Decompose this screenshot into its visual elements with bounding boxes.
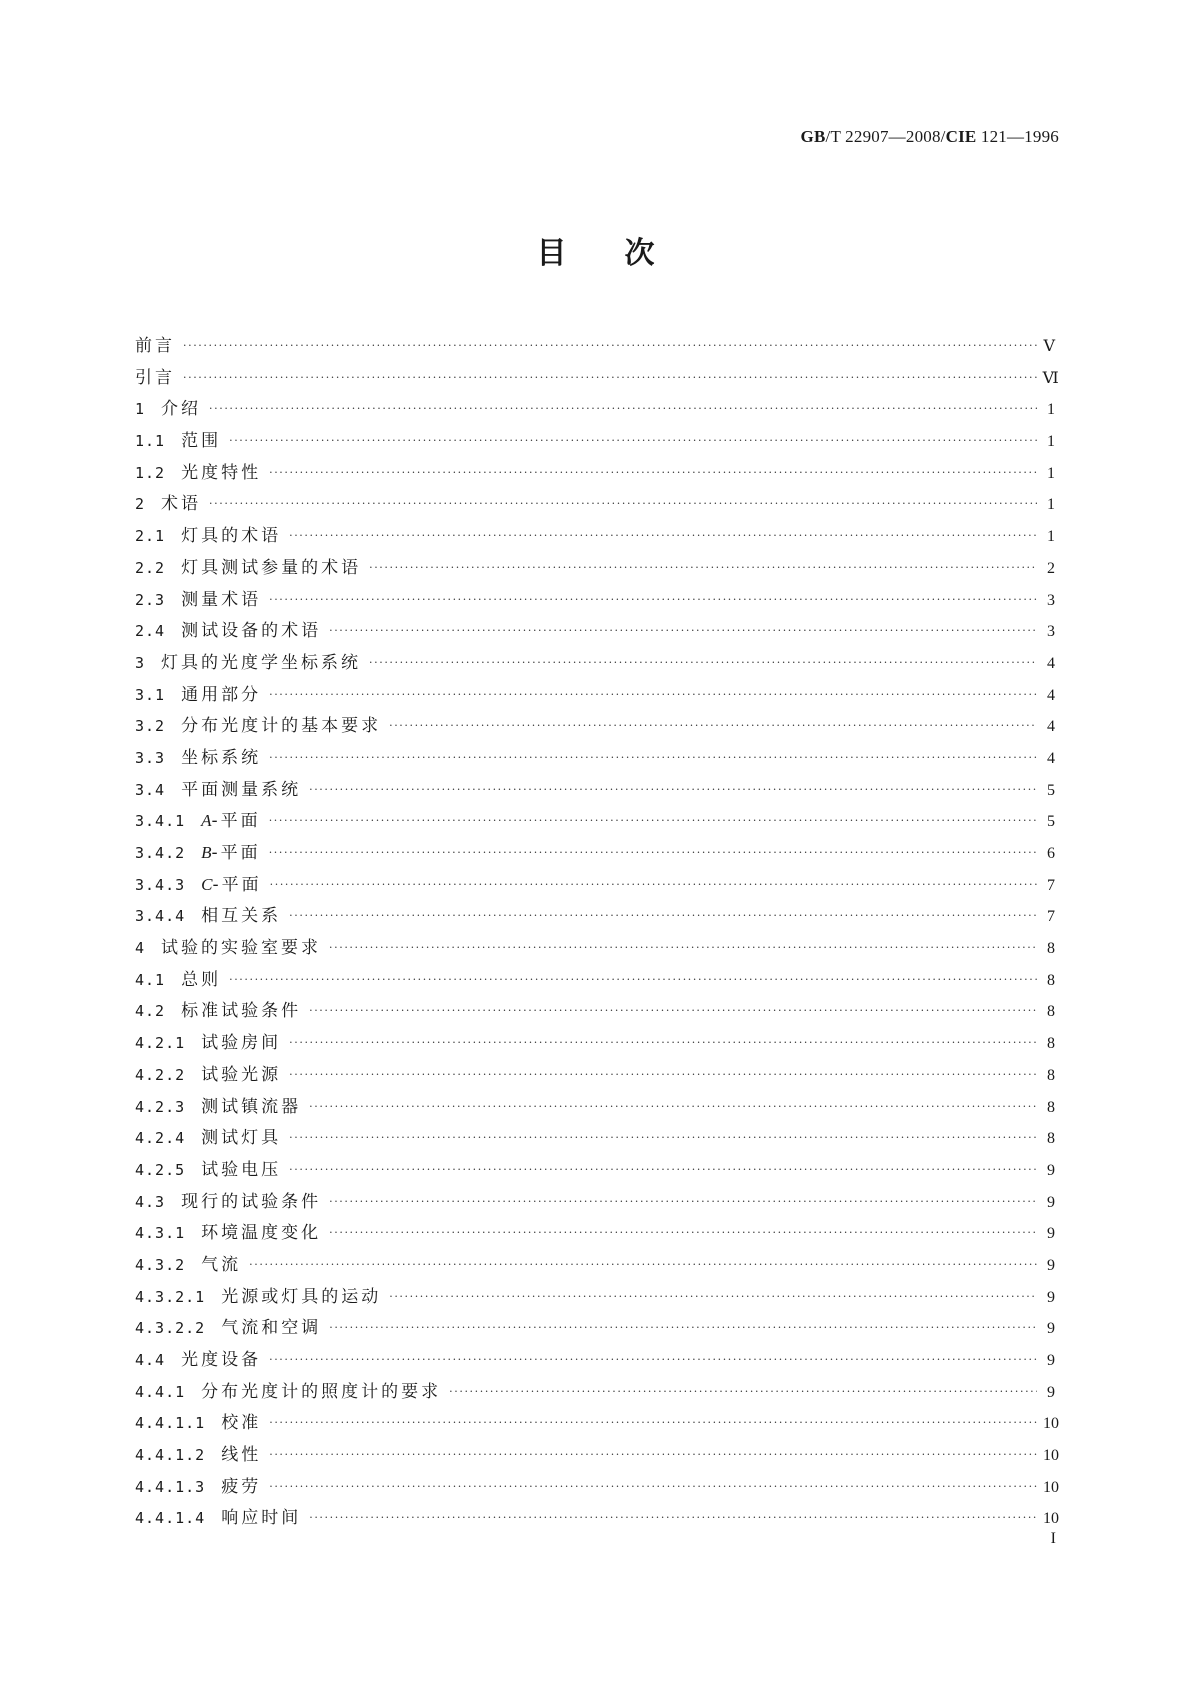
toc-entry-page: 9 [1047,1352,1055,1369]
toc-entry-title: 响应时间 [221,1508,302,1529]
toc-leader-dots [289,1068,1037,1081]
toc-entry-page: 4 [1047,749,1055,767]
toc-entry-title: 试验电压 [201,1159,282,1180]
toc-entry-number: 4.2.4 [135,1129,186,1148]
toc-leader-dots [269,593,1037,606]
toc-leader-dots [389,719,1037,732]
toc-entry-title: 测试设备的术语 [181,621,322,642]
toc-entry-title: 灯具测试参量的术语 [181,557,362,578]
toc-entry[interactable] [135,680,1055,712]
page-number: I [1050,1530,1056,1547]
toc-entry[interactable] [135,1503,1059,1535]
toc-entry-number: 4.2.2 [135,1065,186,1084]
toc-entry[interactable] [135,489,1055,521]
toc-leader-dots [289,529,1037,542]
toc-entry-title: 介绍 [161,399,202,420]
toc-entry-title: 试验光源 [201,1064,282,1085]
toc-leader-dots [269,1416,1037,1429]
toc-leader-dots [269,1353,1037,1366]
toc-leader-dots [309,1100,1037,1113]
toc-entry-title: 光度设备 [181,1350,262,1370]
toc-entry-page: 10 [1043,1415,1059,1433]
toc-entry-title: 疲劳 [221,1476,262,1497]
toc-entry-number: 4.2.1 [135,1034,186,1053]
toc-entry-number: 3.4.4 [135,907,186,926]
toc-entry-page: 8 [1047,1066,1055,1084]
toc-entry[interactable] [135,426,1055,458]
toc-entry-number: 3 [135,653,146,672]
toc-entry-number: 4.3.2.2 [135,1319,206,1338]
toc-leader-dots [289,1163,1037,1176]
toc-leader-dots [209,402,1037,415]
toc-entry-number: 1 [135,400,146,419]
toc-entry-title: 引言 [135,367,175,388]
toc-entry[interactable] [135,521,1055,553]
toc-entry-title: A-平面 [201,811,261,832]
toc-leader-dots [269,688,1037,701]
toc-entry-number: 4.4.1.1 [135,1414,206,1433]
toc-entry-title: 前言 [135,336,175,356]
toc-entry-number: 4.3.2 [135,1255,186,1274]
toc-entry[interactable] [135,1282,1055,1314]
toc-entry[interactable] [135,1250,1055,1282]
toc-entry-page: 2 [1047,559,1055,577]
page-title: 目次 [536,236,713,271]
toc-entry[interactable] [135,1408,1059,1440]
toc-entry-page: 4 [1047,654,1055,672]
toc-entry-title: 现行的试验条件 [181,1191,322,1212]
toc-entry-page: 10 [1043,1510,1059,1528]
toc-entry-title: 环境温度变化 [201,1223,322,1244]
toc-entry[interactable] [135,1313,1055,1345]
toc-entry[interactable] [135,901,1055,933]
toc-entry[interactable] [135,1028,1055,1060]
toc-entry-title: 灯具的术语 [181,526,282,547]
toc-entry-page: 7 [1047,876,1055,894]
toc-entry-title: 相互关系 [201,906,282,927]
toc-leader-dots [209,497,1037,510]
toc-leader-dots [369,561,1037,574]
toc-entry-number: 2.3 [135,590,166,609]
toc-entry-number: 3.4.1 [135,812,186,831]
toc-entry-number: 3.2 [135,717,166,736]
toc-entry-page: 9 [1047,1161,1055,1179]
toc-entry[interactable] [135,1345,1055,1377]
toc-entry[interactable] [135,711,1055,743]
toc-entry-page: 8 [1047,1003,1055,1021]
toc-entry-page: 8 [1047,971,1055,989]
toc-entry-page: 5 [1047,813,1055,831]
toc-entry-page: 9 [1047,1193,1055,1211]
toc-leader-dots [309,1511,1037,1524]
toc-leader-dots [289,1131,1037,1144]
toc-leader-dots [289,909,1037,922]
toc-entry-page: Ⅵ [1042,369,1059,387]
toc-entry-number: 4.3 [135,1192,166,1211]
toc-leader-dots [229,973,1037,986]
toc-entry-title: 测试镇流器 [201,1096,302,1117]
toc-entry-page: 9 [1047,1225,1055,1243]
toc-entry-number: 4.2 [135,1002,166,1021]
toc-entry-title: 光源或灯具的运动 [221,1286,382,1307]
toc-leader-dots [369,656,1037,669]
toc-entry-page: 9 [1047,1288,1055,1306]
toc-entry-number: 4.4 [135,1351,166,1369]
toc-entry-number: 4.1 [135,970,166,989]
toc-entry-number: 2.2 [135,558,166,577]
toc-entry-title: 试验的实验室要求 [161,938,322,959]
toc-entry-page: 4 [1047,718,1055,736]
toc-entry-page: Ⅴ [1043,338,1055,355]
toc-entry[interactable] [135,1440,1059,1472]
toc-entry-page: 1 [1047,401,1055,419]
toc-entry-title: 坐标系统 [181,747,262,768]
toc-entry-title: B-平面 [201,843,261,863]
toc-entry-page: 7 [1047,908,1055,926]
toc-entry-title: 通用部分 [181,684,262,705]
toc-entry[interactable] [135,775,1055,807]
table-of-contents [135,331,1059,1535]
toc-entry[interactable] [135,553,1055,585]
toc-entry-title: 气流和空调 [221,1318,322,1339]
toc-leader-dots [329,941,1037,954]
toc-entry[interactable] [135,996,1055,1028]
toc-entry-number: 4.4.1.3 [135,1477,206,1496]
toc-entry-title: 线性 [221,1445,262,1466]
toc-leader-dots [289,1036,1037,1049]
toc-leader-dots [269,1448,1037,1461]
toc-entry-number: 3.3 [135,748,166,767]
toc-entry[interactable] [135,585,1055,617]
toc-leader-dots [270,878,1037,891]
toc-entry-page: 10 [1043,1478,1059,1496]
toc-entry[interactable] [135,458,1055,490]
toc-entry-page: 5 [1047,781,1055,799]
toc-entry[interactable] [135,806,1055,838]
toc-leader-dots [309,1004,1037,1017]
toc-entry-title: 测量术语 [181,589,262,610]
toc-entry-number: 2.1 [135,527,166,546]
toc-entry-number: 4.3.2.1 [135,1287,206,1306]
toc-entry-number: 4.3.1 [135,1224,186,1243]
toc-entry-number: 3.4.2 [135,844,186,862]
toc-entry-page: 9 [1047,1256,1055,1274]
toc-leader-dots [269,466,1037,479]
toc-leader-dots [329,1321,1037,1334]
toc-entry-page: 1 [1047,496,1055,514]
toc-entry-page: 1 [1047,528,1055,546]
toc-entry[interactable] [135,1060,1055,1092]
toc-entry-number: 2.4 [135,622,166,641]
toc-entry-title: 标准试验条件 [181,1001,302,1022]
toc-entry[interactable] [135,965,1055,997]
toc-entry-number: 3.4.3 [135,875,186,894]
toc-entry-title: 分布光度计的基本要求 [181,716,382,737]
toc-entry[interactable] [135,1155,1055,1187]
toc-entry[interactable] [135,838,1055,870]
toc-entry[interactable] [135,1377,1055,1409]
toc-entry-number: 4.2.5 [135,1160,186,1179]
toc-leader-dots [229,434,1037,447]
toc-entry[interactable] [135,363,1059,395]
toc-entry-page: 8 [1047,1098,1055,1116]
toc-entry[interactable] [135,1187,1055,1219]
toc-entry-title: 测试灯具 [201,1128,282,1149]
toc-entry-page: 1 [1047,433,1055,451]
toc-entry[interactable] [135,331,1055,363]
toc-entry[interactable] [135,743,1055,775]
toc-entry-page: 1 [1047,464,1055,482]
toc-leader-dots [449,1385,1037,1398]
toc-entry-page: 6 [1047,845,1055,862]
toc-entry[interactable] [135,1092,1055,1124]
toc-entry-title: 范围 [181,431,222,452]
toc-leader-dots [249,1258,1037,1271]
toc-entry-number: 4 [135,939,146,958]
toc-entry[interactable] [135,648,1055,680]
toc-entry-number: 1.1 [135,432,166,451]
toc-entry-page: 9 [1047,1383,1055,1401]
toc-entry-number: 2 [135,495,146,514]
toc-leader-dots [329,624,1037,637]
toc-entry-number: 3.4 [135,780,166,799]
toc-entry[interactable] [135,394,1055,426]
toc-entry-page: 10 [1043,1447,1059,1465]
toc-leader-dots [269,846,1037,859]
toc-entry-title: 光度特性 [181,462,262,483]
toc-entry[interactable] [135,1123,1055,1155]
toc-leader-dots [329,1226,1037,1239]
toc-entry-number: 4.4.1.4 [135,1509,206,1528]
toc-entry[interactable] [135,1472,1059,1504]
toc-entry[interactable] [135,616,1055,648]
toc-entry[interactable] [135,870,1055,902]
toc-leader-dots [269,814,1037,827]
toc-entry-title: 术语 [161,494,202,515]
toc-entry-page: 8 [1047,940,1055,958]
toc-entry[interactable] [135,1218,1055,1250]
toc-entry-title: 校准 [221,1413,262,1434]
toc-entry-title: 气流 [201,1254,242,1275]
toc-entry-number: 1.2 [135,463,166,482]
toc-leader-dots [309,783,1037,796]
toc-entry-page: 8 [1047,1035,1055,1053]
toc-entry-title: 平面测量系统 [181,779,302,800]
standard-code: GB/T 22907—2008/CIE 121—1996 [800,127,1059,146]
toc-entry-title: 试验房间 [201,1033,282,1054]
toc-entry-number: 4.4.1.2 [135,1446,206,1465]
toc-leader-dots [269,751,1037,764]
toc-leader-dots [183,339,1037,352]
toc-entry-title: C-平面 [201,874,262,895]
toc-entry[interactable] [135,933,1055,965]
toc-entry-number: 3.1 [135,685,166,704]
toc-leader-dots [183,371,1037,384]
toc-leader-dots [329,1195,1037,1208]
toc-entry-page: 8 [1047,1130,1055,1148]
toc-entry-title: 分布光度计的照度计的要求 [201,1381,442,1402]
toc-entry-page: 3 [1047,591,1055,609]
toc-entry-page: 3 [1047,623,1055,641]
toc-entry-title: 总则 [181,969,222,990]
toc-entry-page: 4 [1047,686,1055,704]
toc-entry-title: 灯具的光度学坐标系统 [161,652,362,673]
toc-leader-dots [389,1290,1037,1303]
toc-leader-dots [269,1480,1037,1493]
toc-entry-page: 9 [1047,1320,1055,1338]
toc-entry-number: 4.2.3 [135,1097,186,1116]
toc-entry-number: 4.4.1 [135,1382,186,1401]
